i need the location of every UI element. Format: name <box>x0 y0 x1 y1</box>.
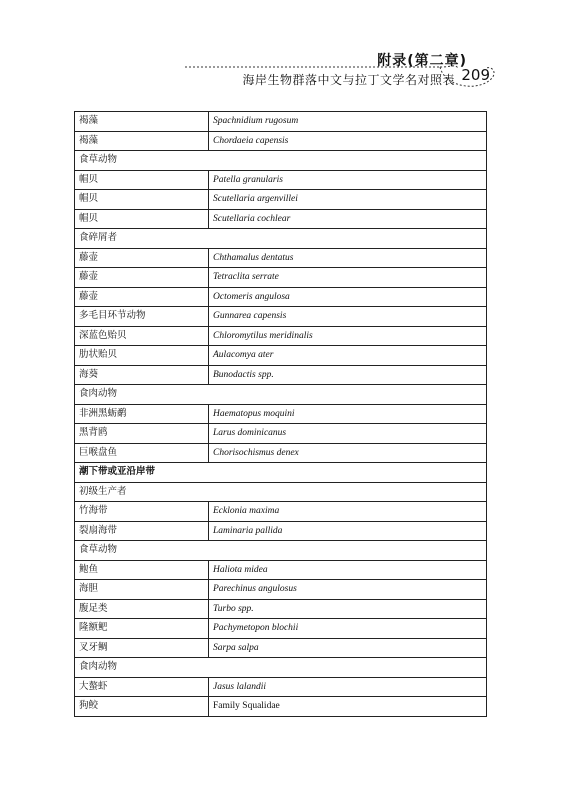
chinese-name-cell: 褐藻 <box>75 131 209 151</box>
chinese-name-cell: 巨喉盘鱼 <box>75 443 209 463</box>
latin-name-cell: Haematopus moquini <box>209 404 487 424</box>
latin-name-cell: Laminaria pallida <box>209 521 487 541</box>
chinese-name-cell: 藤壶 <box>75 287 209 307</box>
latin-name-cell: Gunnarea capensis <box>209 307 487 327</box>
latin-name-cell: Bunodactis spp. <box>209 365 487 385</box>
table-row <box>75 112 487 132</box>
latin-name-cell: Ecklonia maxima <box>209 502 487 522</box>
section-label: 初级生产者 <box>75 482 487 502</box>
latin-name-cell: Scutellaria cochlear <box>209 209 487 229</box>
section-label: 潮下带或亚沿岸带 <box>75 463 487 483</box>
table-row <box>75 619 487 639</box>
chinese-name-cell: 多毛目环节动物 <box>75 307 209 327</box>
latin-name-cell: Turbo spp. <box>209 599 487 619</box>
section-row <box>75 541 487 561</box>
chinese-name-cell: 帽贝 <box>75 190 209 210</box>
chinese-name-cell: 藤壶 <box>75 268 209 288</box>
section-row <box>75 151 487 171</box>
table-row <box>75 326 487 346</box>
chinese-name-cell: 竹海带 <box>75 502 209 522</box>
chapter-title: 附录(第二章) <box>377 53 467 69</box>
table-row <box>75 443 487 463</box>
latin-name-cell: Jasus lalandii <box>209 677 487 697</box>
name-table-body <box>75 112 487 717</box>
chinese-name-cell: 鲍鱼 <box>75 560 209 580</box>
table-row <box>75 424 487 444</box>
table-row <box>75 307 487 327</box>
chinese-name-cell: 深蓝色贻贝 <box>75 326 209 346</box>
latin-name-cell: Spachnidium rugosum <box>209 112 487 132</box>
chinese-name-cell: 裂扇海带 <box>75 521 209 541</box>
latin-name-cell: Pachymetopon blochii <box>209 619 487 639</box>
section-row <box>75 385 487 405</box>
section-row <box>75 658 487 678</box>
chinese-name-cell: 藤壶 <box>75 248 209 268</box>
table-row <box>75 677 487 697</box>
table-row <box>75 248 487 268</box>
section-label: 食草动物 <box>75 541 487 561</box>
latin-name-cell: Aulacomya ater <box>209 346 487 366</box>
latin-name-cell: Chthamalus dentatus <box>209 248 487 268</box>
section-row <box>75 463 487 483</box>
table-row <box>75 268 487 288</box>
chinese-name-cell: 腹足类 <box>75 599 209 619</box>
section-label: 食碎屑者 <box>75 229 487 249</box>
section-label: 食肉动物 <box>75 658 487 678</box>
table-row <box>75 599 487 619</box>
latin-name-cell: Chorisochismus denex <box>209 443 487 463</box>
latin-name-cell: Tetraclita serrate <box>209 268 487 288</box>
chinese-name-cell: 帽贝 <box>75 209 209 229</box>
table-row <box>75 697 487 717</box>
table-row <box>75 131 487 151</box>
latin-name-cell: Scutellaria argenvillei <box>209 190 487 210</box>
chinese-name-cell: 大螯虾 <box>75 677 209 697</box>
section-row <box>75 229 487 249</box>
table-row <box>75 502 487 522</box>
table-row <box>75 404 487 424</box>
table-row <box>75 190 487 210</box>
chinese-name-cell: 叉牙鲷 <box>75 638 209 658</box>
page-subtitle: 海岸生物群落中文与拉丁文学名对照表 <box>242 73 455 87</box>
latin-name-cell: Octomeris angulosa <box>209 287 487 307</box>
chinese-name-cell: 肋状贻贝 <box>75 346 209 366</box>
table-row <box>75 521 487 541</box>
table-row <box>75 346 487 366</box>
table-row <box>75 638 487 658</box>
page-number-arc <box>440 67 494 86</box>
table-row <box>75 209 487 229</box>
table-row <box>75 170 487 190</box>
section-label: 食草动物 <box>75 151 487 171</box>
latin-name-cell: Sarpa salpa <box>209 638 487 658</box>
section-label: 食肉动物 <box>75 385 487 405</box>
header-decoration <box>0 0 570 110</box>
chinese-name-cell: 褐藻 <box>75 112 209 132</box>
chinese-name-cell: 黑背鸥 <box>75 424 209 444</box>
chinese-name-cell: 隆额鲃 <box>75 619 209 639</box>
page-number: 209 <box>461 66 490 84</box>
chinese-name-cell: 非洲黑蛎鹬 <box>75 404 209 424</box>
latin-name-cell: Haliota midea <box>209 560 487 580</box>
chinese-name-cell: 海胆 <box>75 580 209 600</box>
chinese-name-cell: 狗鲛 <box>75 697 209 717</box>
latin-name-cell: Larus dominicanus <box>209 424 487 444</box>
latin-name-cell: Patella granularis <box>209 170 487 190</box>
table-row <box>75 287 487 307</box>
chinese-name-cell: 海葵 <box>75 365 209 385</box>
chinese-name-cell: 帽贝 <box>75 170 209 190</box>
latin-name-cell: Family Squalidae <box>209 697 487 717</box>
latin-name-cell: Parechinus angulosus <box>209 580 487 600</box>
table-row <box>75 365 487 385</box>
table-row <box>75 580 487 600</box>
table-row <box>75 560 487 580</box>
page-number-arc-left <box>440 66 458 68</box>
name-table <box>74 111 487 717</box>
latin-name-cell: Chloromytilus meridinalis <box>209 326 487 346</box>
latin-name-cell: Chordaeia capensis <box>209 131 487 151</box>
section-row <box>75 482 487 502</box>
page-header <box>0 0 570 110</box>
